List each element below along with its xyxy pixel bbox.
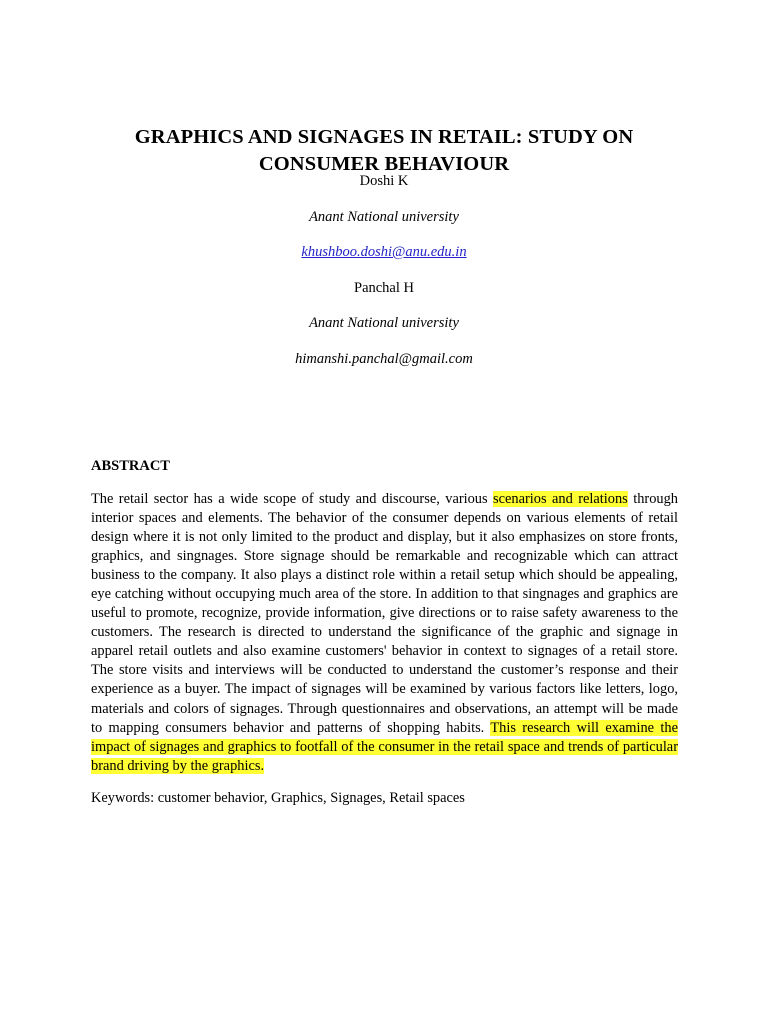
paper-title-line-1: GRAPHICS AND SIGNAGES IN RETAIL: STUDY ON: [134, 126, 634, 148]
abstract-text-2: through interior spaces and elements. The behavior of the consumer depends on various elements of retail design where it is not only limited to the product and display, but it also emphasizes on store fronts, graphics, and singnages. Store signage should be remarkable and recognizable which can attract business to the company. It also plays a distinct role within a retail setup which should be appealing, eye catching without occupying much area of the store. In addition to that singnages and graphics are useful to promote, recognize, provide information, give directions or to raise safety awareness to the customers. The research is directed to understand the significance of the graphic and signage in apparel retail outlets and also examine customers' behavior in context to signages of a retail store. The store visits and interviews will be conducted to understand the customer’s response and their experience as a buyer. The impact of signages will be examined by various factors like letters, logo, materials and colors of signages. Through questionnaires and observations, an attempt will be made to mapping consumers behavior and patterns of shopping habits.: [91, 491, 678, 736]
author-1-name: Doshi K: [359, 173, 409, 189]
abstract-heading: ABSTRACT: [91, 458, 170, 474]
author-1-email-link[interactable]: khushboo.doshi@anu.edu.in: [301, 244, 467, 260]
abstract-text-1: The retail sector has a wide scope of study and discourse, various: [91, 491, 494, 507]
author-2-name: Panchal H: [354, 280, 414, 296]
author-1-affiliation: Anant National university: [309, 209, 459, 225]
author-2-email: himanshi.panchal@gmail.com: [295, 351, 473, 367]
paper-title: [60, 124, 708, 178]
paper-title-line-2: CONSUMER BEHAVIOUR: [258, 153, 510, 175]
keywords: Keywords: customer behavior, Graphics, Signages, Retail spaces: [91, 790, 465, 806]
abstract-highlight-2: This research will examine the impact of signages and graphics to footfall of the consumer in the retail space and trends of particular brand driving by the graphics.: [91, 719, 678, 774]
abstract-body: [91, 490, 678, 776]
author-2-affiliation: Anant National university: [309, 315, 459, 331]
author-1-email-container: [60, 243, 708, 261]
abstract-highlight-1: scenarios and relations: [493, 491, 628, 507]
